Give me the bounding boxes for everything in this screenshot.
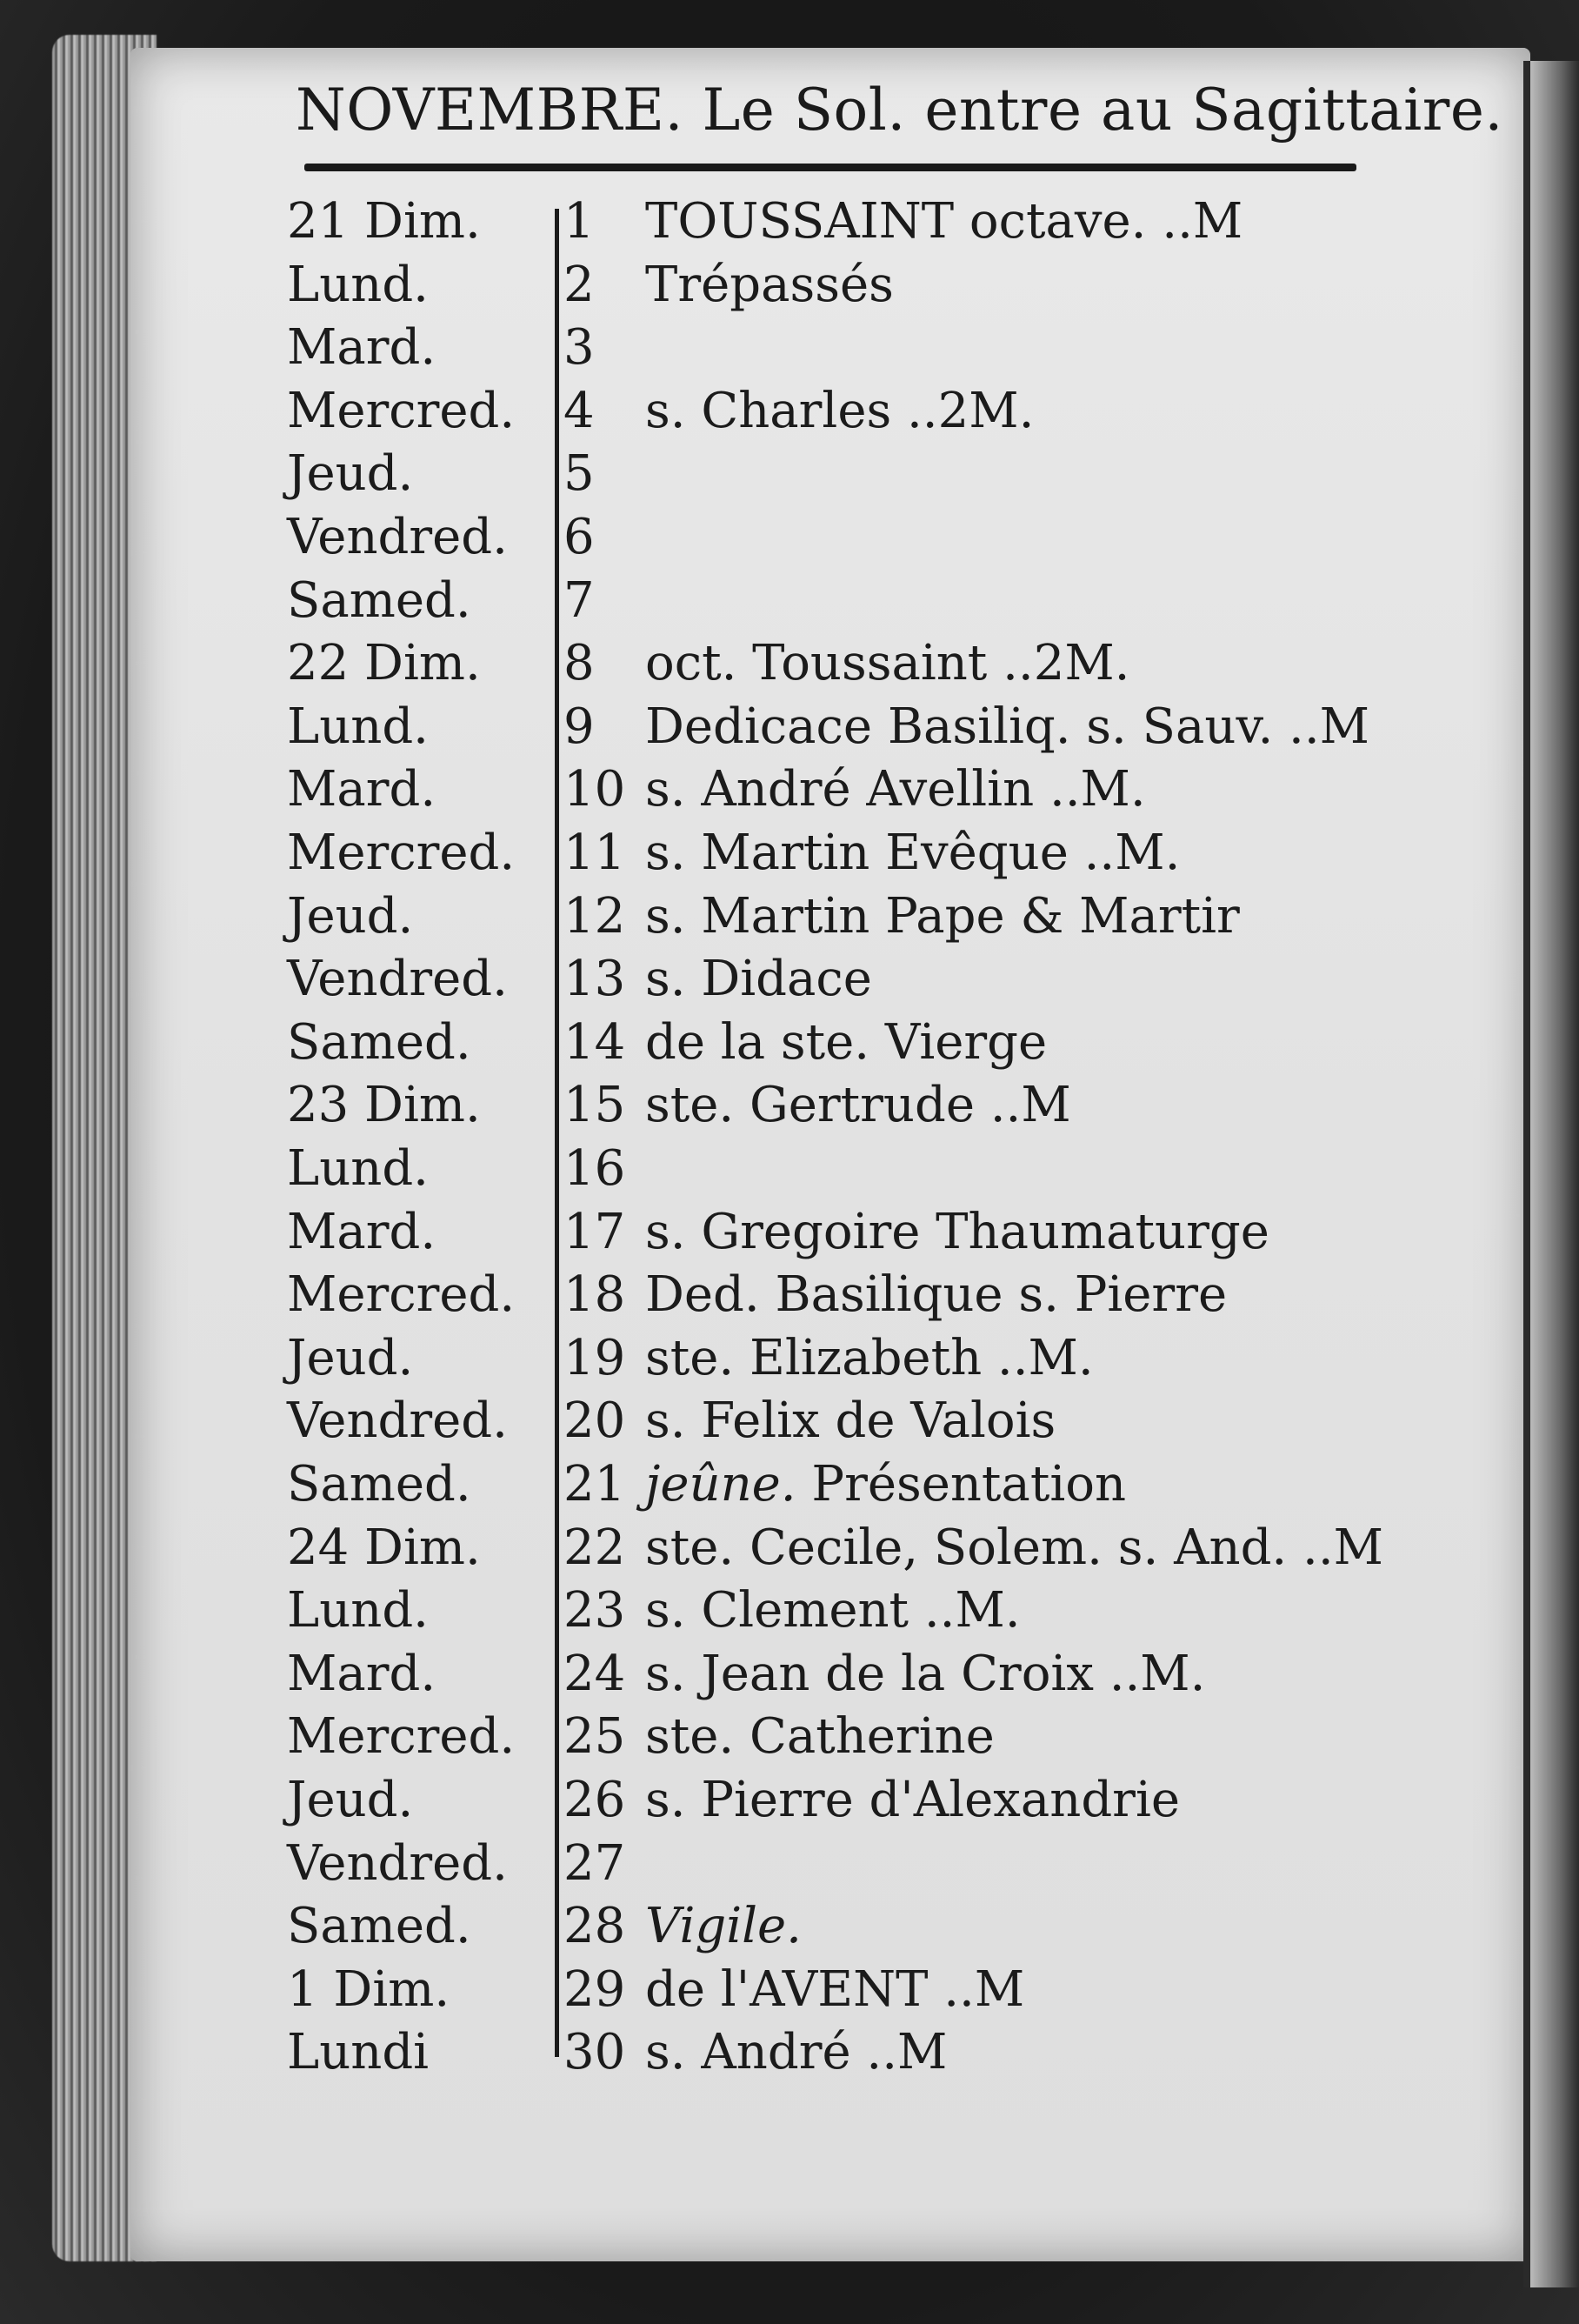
weekday-label: Vendred. bbox=[287, 1392, 508, 1450]
feast-entry bbox=[645, 193, 1243, 250]
weekday-label: Lund. bbox=[287, 698, 429, 755]
day-number: 22 bbox=[563, 1519, 626, 1576]
day-number: 20 bbox=[563, 1392, 626, 1450]
day-number: 8 bbox=[563, 635, 595, 692]
calendar-row bbox=[0, 509, 1391, 573]
feast-entry-text: Trépassés bbox=[645, 256, 894, 313]
day-number: 25 bbox=[563, 1708, 626, 1766]
weekday-label: Samed. bbox=[287, 1898, 471, 1955]
day-number: 6 bbox=[563, 509, 595, 565]
weekday-label: Mard. bbox=[287, 1645, 436, 1702]
feast-entry bbox=[645, 1519, 1383, 1576]
feast-entry-text: s. Martin Evêque ..M. bbox=[645, 825, 1181, 881]
calendar-row bbox=[0, 635, 1391, 699]
calendar-row bbox=[0, 1646, 1391, 1710]
feast-entry bbox=[645, 383, 1034, 439]
calendar-row bbox=[0, 761, 1391, 825]
day-number: 15 bbox=[563, 1077, 626, 1134]
weekday-label: Samed. bbox=[287, 571, 471, 629]
feast-entry bbox=[645, 1392, 1056, 1449]
calendar-row bbox=[0, 1835, 1391, 1900]
feast-entry bbox=[645, 1014, 1047, 1071]
weekday-label: Mard. bbox=[287, 761, 436, 818]
calendar-row bbox=[0, 1266, 1391, 1331]
binding-groove bbox=[1523, 61, 1530, 2287]
feast-entry-text: ste. Gertrude ..M bbox=[645, 1077, 1071, 1134]
day-number: 1 bbox=[563, 193, 595, 250]
feast-entry-text: TOUSSAINT octave. ..M bbox=[645, 193, 1243, 250]
feast-entry bbox=[645, 1266, 1227, 1323]
feast-entry-text: s. Martin Pape & Martir bbox=[645, 887, 1240, 945]
day-number: 2 bbox=[563, 256, 595, 313]
feast-entry-text: s. Jean de la Croix ..M. bbox=[645, 1645, 1206, 1702]
calendar-row bbox=[0, 1961, 1391, 2026]
day-number: 4 bbox=[563, 382, 595, 439]
day-number: 11 bbox=[563, 825, 626, 881]
calendar-row bbox=[0, 888, 1391, 952]
weekday-label: 24 Dim. bbox=[287, 1519, 481, 1576]
day-number: 16 bbox=[563, 1140, 626, 1197]
day-number: 5 bbox=[563, 445, 595, 503]
weekday-label: 21 Dim. bbox=[287, 193, 481, 250]
day-number: 12 bbox=[563, 887, 626, 945]
calendar-row bbox=[0, 1077, 1391, 1141]
weekday-label: Mercred. bbox=[287, 825, 516, 881]
weekday-label: Jeud. bbox=[287, 1772, 414, 1828]
day-number: 21 bbox=[563, 1456, 626, 1513]
day-number: 7 bbox=[563, 571, 595, 629]
day-number: 30 bbox=[563, 2024, 626, 2081]
calendar-row bbox=[0, 1204, 1391, 1268]
feast-entry-text: s. Pierre d'Alexandrie bbox=[645, 1772, 1180, 1828]
weekday-label: Samed. bbox=[287, 1013, 471, 1071]
calendar-row bbox=[0, 445, 1391, 510]
weekday-label: Mard. bbox=[287, 319, 436, 377]
facing-page-edge bbox=[1530, 61, 1579, 2287]
calendar-row bbox=[0, 951, 1391, 1015]
feast-entry-text: s. Gregoire Thaumaturge bbox=[645, 1203, 1269, 1260]
feast-entry-text: s. Didace bbox=[645, 951, 872, 1008]
feast-entry bbox=[645, 1646, 1205, 1702]
calendar-row bbox=[0, 1456, 1391, 1520]
day-number: 14 bbox=[563, 1013, 626, 1071]
calendar-row bbox=[0, 257, 1391, 321]
day-number: 18 bbox=[563, 1266, 626, 1324]
calendar-row bbox=[0, 2024, 1391, 2088]
feast-entry-text: s. Charles ..2M. bbox=[645, 382, 1035, 439]
calendar-row bbox=[0, 1140, 1391, 1205]
weekday-label: Lund. bbox=[287, 1140, 429, 1197]
day-number: 24 bbox=[563, 1645, 626, 1702]
feast-entry-text: Présentation bbox=[811, 1456, 1127, 1513]
weekday-label: Mercred. bbox=[287, 1708, 516, 1766]
feast-entry bbox=[645, 1772, 1180, 1828]
feast-entry bbox=[645, 635, 1129, 691]
feast-entry-text: oct. Toussaint ..2M. bbox=[645, 635, 1130, 692]
day-number: 28 bbox=[563, 1898, 626, 1955]
weekday-label: Lundi bbox=[287, 2024, 430, 2081]
feast-entry bbox=[645, 888, 1240, 945]
feast-entry bbox=[645, 1330, 1094, 1386]
header-rule bbox=[304, 164, 1356, 171]
day-number: 19 bbox=[563, 1329, 626, 1386]
calendar-row bbox=[0, 698, 1391, 763]
weekday-label: Mard. bbox=[287, 1203, 436, 1260]
feast-entry bbox=[645, 257, 894, 313]
feast-entry bbox=[645, 1204, 1269, 1260]
day-number: 9 bbox=[563, 698, 595, 755]
calendar-row bbox=[0, 383, 1391, 447]
weekday-label: Lund. bbox=[287, 1582, 429, 1639]
weekday-label: Vendred. bbox=[287, 509, 508, 565]
weekday-label: 1 Dim. bbox=[287, 1960, 450, 2018]
calendar-row bbox=[0, 1392, 1391, 1457]
feast-entry bbox=[645, 1898, 802, 1954]
weekday-label: 23 Dim. bbox=[287, 1077, 481, 1134]
feast-entry-italic: Vigile. bbox=[645, 1898, 802, 1955]
feast-entry bbox=[645, 761, 1146, 818]
day-number: 13 bbox=[563, 951, 626, 1008]
weekday-label: Jeud. bbox=[287, 1329, 414, 1386]
feast-entry-text: s. André ..M bbox=[645, 2024, 948, 2081]
day-number: 10 bbox=[563, 761, 626, 818]
feast-entry-text: Ded. Basilique s. Pierre bbox=[645, 1266, 1228, 1324]
day-number: 23 bbox=[563, 1582, 626, 1639]
feast-entry bbox=[645, 1961, 1024, 2018]
day-number: 17 bbox=[563, 1203, 626, 1260]
feast-entry bbox=[645, 1708, 995, 1765]
feast-entry-text: ste. Elizabeth ..M. bbox=[645, 1329, 1094, 1386]
feast-entry bbox=[645, 1456, 1126, 1513]
calendar-row bbox=[0, 1708, 1391, 1773]
day-number: 27 bbox=[563, 1834, 626, 1892]
feast-entry-text: de la ste. Vierge bbox=[645, 1013, 1048, 1071]
day-number: 29 bbox=[563, 1960, 626, 2018]
calendar-row bbox=[0, 1519, 1391, 1584]
calendar-row bbox=[0, 1014, 1391, 1079]
calendar-row bbox=[0, 1772, 1391, 1836]
weekday-label: Samed. bbox=[287, 1456, 471, 1513]
feast-entry bbox=[645, 951, 872, 1007]
weekday-label: Vendred. bbox=[287, 1834, 508, 1892]
feast-entry bbox=[645, 825, 1180, 881]
weekday-label: 22 Dim. bbox=[287, 635, 481, 692]
feast-entry-text: s. Clement ..M. bbox=[645, 1582, 1021, 1639]
weekday-label: Mercred. bbox=[287, 1266, 516, 1324]
feast-entry-text: ste. Cecile, Solem. s. And. ..M bbox=[645, 1519, 1383, 1576]
feast-entry bbox=[645, 698, 1369, 755]
calendar-row bbox=[0, 1898, 1391, 1962]
feast-entry bbox=[645, 1582, 1021, 1639]
calendar-row bbox=[0, 1582, 1391, 1646]
feast-entry-italic: jeûne. bbox=[645, 1456, 796, 1513]
day-number: 26 bbox=[563, 1772, 626, 1828]
weekday-label: Lund. bbox=[287, 256, 429, 313]
feast-entry-text: s. André Avellin ..M. bbox=[645, 761, 1146, 818]
weekday-label: Vendred. bbox=[287, 951, 508, 1008]
feast-entry-text: ste. Catherine bbox=[645, 1708, 995, 1766]
day-number: 3 bbox=[563, 319, 595, 377]
calendar-row bbox=[0, 572, 1391, 637]
feast-entry-text: s. Felix de Valois bbox=[645, 1392, 1056, 1450]
feast-entry-text: de l'AVENT ..M bbox=[645, 1960, 1025, 2018]
weekday-label: Mercred. bbox=[287, 382, 516, 439]
weekday-label: Jeud. bbox=[287, 887, 414, 945]
feast-entry bbox=[645, 1077, 1071, 1133]
calendar-row bbox=[0, 825, 1391, 889]
weekday-label: Jeud. bbox=[287, 445, 414, 503]
feast-entry-text: Dedicace Basiliq. s. Sauv. ..M bbox=[645, 698, 1369, 755]
calendar-row bbox=[0, 1330, 1391, 1394]
calendar-row bbox=[0, 319, 1391, 384]
calendar-row bbox=[0, 193, 1391, 257]
feast-entry bbox=[645, 2024, 947, 2080]
page-title: NOVEMBRE. Le Sol. entre au Sagittaire. bbox=[296, 77, 1503, 144]
